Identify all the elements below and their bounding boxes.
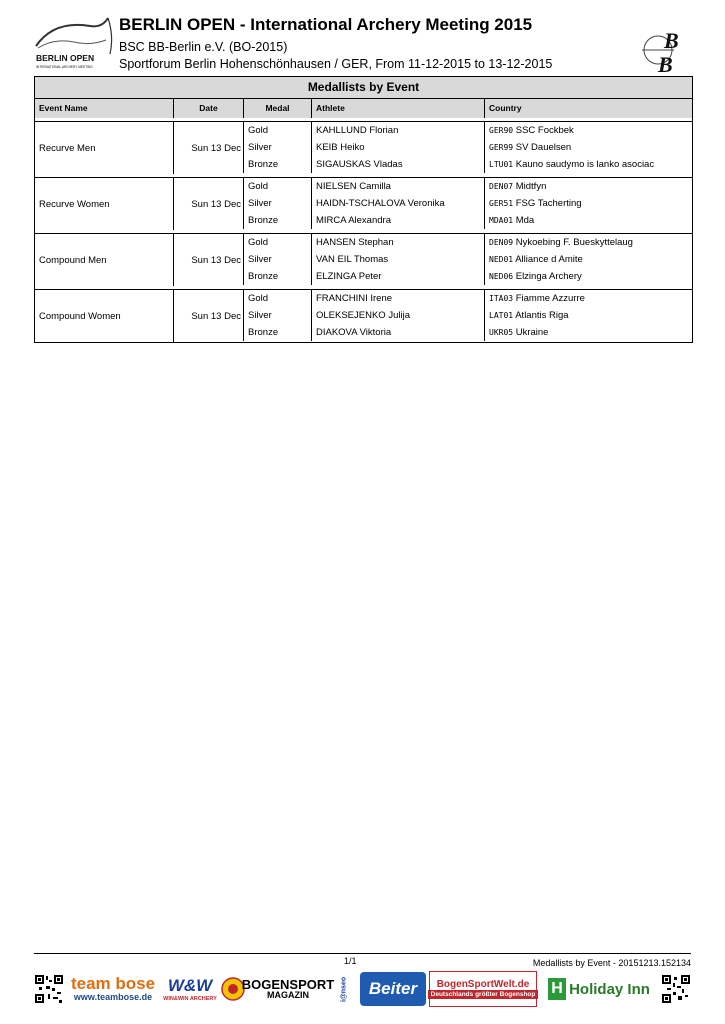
medallists-table bbox=[34, 76, 693, 343]
sponsor-bar bbox=[34, 970, 691, 1008]
logo-text: BERLIN OPEN bbox=[36, 53, 95, 63]
event-date: Sun 13 Dec bbox=[173, 234, 243, 286]
logo-b-upper: B bbox=[664, 28, 679, 53]
page-title: BERLIN OPEN - International Archery Meeting 2015 bbox=[119, 15, 533, 34]
athlete: OLEKSEJENKO Julija bbox=[311, 307, 484, 324]
teambose-url: www.teambose.de bbox=[73, 992, 153, 1003]
sponsor-beiter: Beiter bbox=[360, 972, 426, 1006]
table-row bbox=[243, 324, 692, 341]
medal: Bronze bbox=[243, 268, 311, 285]
medal: Bronze bbox=[243, 156, 311, 173]
table-row bbox=[243, 268, 692, 285]
medal: Gold bbox=[243, 122, 311, 139]
bogensport-line2: MAGAZIN bbox=[267, 990, 309, 1000]
logo-b-lower: B bbox=[658, 52, 673, 77]
event-group bbox=[35, 289, 692, 342]
country-name: Kauno saudymo is lanko asociac bbox=[515, 159, 655, 170]
country-name: Atlantis Riga bbox=[515, 310, 569, 321]
sponsor-bogensportwelt bbox=[429, 971, 537, 1007]
table-row bbox=[243, 195, 692, 212]
country bbox=[484, 324, 692, 341]
country-code: GER99 bbox=[489, 143, 514, 152]
athlete: DIAKOVA Viktoria bbox=[311, 324, 484, 341]
athlete: MIRCA Alexandra bbox=[311, 212, 484, 229]
country-code: DEN09 bbox=[489, 238, 514, 247]
bsw-name: BogenSportWelt.de bbox=[436, 978, 530, 990]
medal: Silver bbox=[243, 307, 311, 324]
country-name: Ukraine bbox=[515, 327, 549, 338]
section-title: Medallists by Event bbox=[35, 77, 692, 99]
sponsor-ianseo: i@nseo bbox=[340, 976, 348, 1002]
country bbox=[484, 156, 692, 173]
event-name: Recurve Men bbox=[39, 142, 96, 154]
teambose-name: team bose bbox=[70, 974, 156, 994]
country-name: Mda bbox=[515, 215, 535, 226]
country bbox=[484, 251, 692, 268]
table-row bbox=[243, 139, 692, 156]
ww-name: W&W bbox=[167, 976, 213, 995]
table-row bbox=[243, 307, 692, 324]
report-id: Medallists by Event - 20151213.152134 bbox=[532, 958, 691, 968]
holiday-inn-mark: H bbox=[548, 978, 566, 1000]
event-date: Sun 13 Dec bbox=[173, 122, 243, 174]
athlete: VAN EIL Thomas bbox=[311, 251, 484, 268]
sponsor-bogensport bbox=[241, 972, 335, 1006]
page-number: 1/1 bbox=[344, 956, 357, 966]
athlete: NIELSEN Camilla bbox=[311, 178, 484, 195]
table-row bbox=[243, 156, 692, 173]
event-group bbox=[35, 233, 692, 286]
event-group bbox=[35, 121, 692, 174]
country-code: ITA03 bbox=[489, 294, 514, 303]
bb-berlin-logo bbox=[640, 26, 692, 77]
event-name: Compound Women bbox=[39, 310, 121, 322]
organizer: BSC BB-Berlin e.V. (BO-2015) bbox=[119, 40, 288, 54]
country-name: Alliance d Amite bbox=[515, 254, 583, 265]
country-code: LAT01 bbox=[489, 311, 514, 320]
berlin-open-logo bbox=[34, 16, 114, 74]
country-code: GER90 bbox=[489, 126, 514, 135]
country bbox=[484, 122, 692, 139]
sponsor-winwin bbox=[162, 972, 218, 1006]
col-date: Date bbox=[173, 99, 243, 118]
medal: Gold bbox=[243, 290, 311, 307]
country-name: SV Dauelsen bbox=[515, 142, 572, 153]
country-code: DEN07 bbox=[489, 182, 514, 191]
country bbox=[484, 234, 692, 251]
bogensport-line1: BOGENSPORT bbox=[241, 977, 335, 992]
qr-code-icon bbox=[34, 974, 64, 1004]
bsw-sub: Deutschlands größter Bogenshop bbox=[428, 990, 539, 999]
table-row bbox=[243, 178, 692, 195]
sponsor-teambose bbox=[67, 972, 159, 1006]
medal: Gold bbox=[243, 178, 311, 195]
col-medal: Medal bbox=[243, 99, 311, 118]
country-code: UKR05 bbox=[489, 328, 514, 337]
country bbox=[484, 178, 692, 195]
col-country: Country bbox=[484, 99, 692, 118]
event-name: Compound Men bbox=[39, 254, 107, 266]
venue-dates: Sportforum Berlin Hohenschönhausen / GER, From 11-12-2015 to 13-12-2015 bbox=[119, 57, 553, 71]
country-name: Nykoebing F. Bueskyttelaug bbox=[515, 237, 633, 248]
country-code: MDA01 bbox=[489, 216, 514, 225]
athlete: KEIB Heiko bbox=[311, 139, 484, 156]
athlete: SIGAUSKAS Vladas bbox=[311, 156, 484, 173]
country-name: Elzinga Archery bbox=[515, 271, 582, 282]
table-row bbox=[243, 290, 692, 307]
athlete: HAIDN-TSCHALOVA Veronika bbox=[311, 195, 484, 212]
country-name: Midtfyn bbox=[515, 181, 547, 192]
event-name: Recurve Women bbox=[39, 198, 110, 210]
country bbox=[484, 195, 692, 212]
medal: Silver bbox=[243, 195, 311, 212]
qr-code-icon bbox=[661, 974, 691, 1004]
country bbox=[484, 307, 692, 324]
medal: Silver bbox=[243, 139, 311, 156]
country bbox=[484, 139, 692, 156]
table-row bbox=[243, 122, 692, 139]
country bbox=[484, 268, 692, 285]
medal: Silver bbox=[243, 251, 311, 268]
sponsor-holiday-inn bbox=[540, 972, 658, 1006]
ww-sub: WIN&WIN ARCHERY bbox=[163, 996, 217, 1002]
holiday-inn-name: Holiday Inn bbox=[569, 980, 650, 998]
country-name: SSC Fockbek bbox=[515, 125, 574, 136]
event-group bbox=[35, 177, 692, 230]
athlete: HANSEN Stephan bbox=[311, 234, 484, 251]
medal: Gold bbox=[243, 234, 311, 251]
medal: Bronze bbox=[243, 324, 311, 341]
athlete: FRANCHINI Irene bbox=[311, 290, 484, 307]
country bbox=[484, 212, 692, 229]
country-code: GER51 bbox=[489, 199, 514, 208]
country-code: NED06 bbox=[489, 272, 514, 281]
table-row bbox=[243, 212, 692, 229]
athlete: ELZINGA Peter bbox=[311, 268, 484, 285]
country-code: NED01 bbox=[489, 255, 514, 264]
table-row bbox=[243, 234, 692, 251]
col-athlete: Athlete bbox=[311, 99, 484, 118]
country bbox=[484, 290, 692, 307]
country-name: FSG Tacherting bbox=[515, 198, 582, 209]
medal: Bronze bbox=[243, 212, 311, 229]
column-headers bbox=[35, 99, 692, 118]
country-code: LTU01 bbox=[489, 160, 514, 169]
col-event-name: Event Name bbox=[39, 103, 88, 113]
event-date: Sun 13 Dec bbox=[173, 178, 243, 230]
table-row bbox=[243, 251, 692, 268]
country-name: Fiamme Azzurre bbox=[515, 293, 585, 304]
footer-divider bbox=[34, 953, 691, 954]
event-date: Sun 13 Dec bbox=[173, 290, 243, 342]
athlete: KAHLLUND Florian bbox=[311, 122, 484, 139]
logo-subtext: INTERNATIONAL ARCHERY MEETING bbox=[36, 65, 93, 69]
